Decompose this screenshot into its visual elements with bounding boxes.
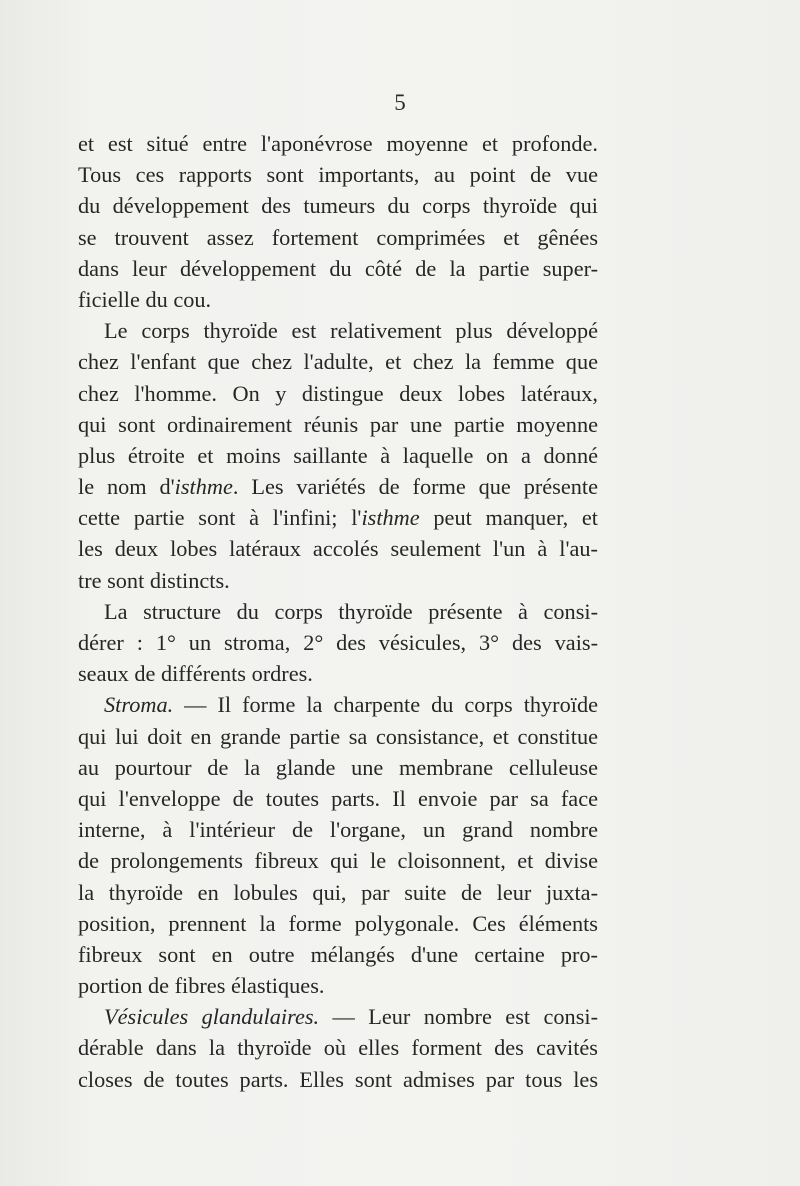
text-fragment: cette partie sont à l'infini; l' <box>78 505 362 531</box>
text-line: dérer : 1° un stroma, 2° des vésicules, 3° des vais- <box>78 630 598 655</box>
section-heading: Stroma. <box>104 692 174 718</box>
text-line-with-heading <box>78 689 598 720</box>
text-line-with-italic <box>78 471 598 502</box>
text-line: la thyroïde en lobules qui, par suite de leur juxta- <box>78 879 598 905</box>
text-fragment: le nom d' <box>78 474 175 500</box>
text-line: interne, à l'intérieur de l'organe, un grand nombre <box>78 817 598 843</box>
page-number: 5 <box>394 90 406 115</box>
text-line: qui l'enveloppe de toutes parts. Il envoie par sa face <box>78 785 598 811</box>
text-line: closes de toutes parts. Elles sont admises par tous les <box>78 1066 598 1092</box>
text-fragment: — Il forme la charpente du corps thyroïde <box>173 692 598 718</box>
text-line: se trouvent assez fortement comprimées et gênées <box>78 224 598 250</box>
body-text <box>78 128 598 1095</box>
text-line: plus étroite et moins saillante à laquelle on a donné <box>78 442 598 468</box>
text-fragment: peut manquer, et <box>419 505 599 531</box>
text-line: qui sont ordinairement réunis par une partie moyenne <box>78 411 598 437</box>
text-line: La structure du corps thyroïde présente à consi- <box>104 598 598 624</box>
text-line: ficielle du cou. <box>78 286 212 312</box>
text-line: chez l'homme. On y distingue deux lobes latéraux, <box>78 380 598 406</box>
paragraph-vesicules <box>78 1001 598 1095</box>
text-line: du développement des tumeurs du corps thyroïde qui <box>78 193 598 219</box>
text-line: dérable dans la thyroïde où elles forment des cavités <box>78 1035 598 1061</box>
text-line: au pourtour de la glande une membrane celluleuse <box>78 754 598 780</box>
text-line-with-heading <box>78 1001 598 1032</box>
text-line: qui lui doit en grande partie sa consistance, et constitue <box>78 723 598 749</box>
text-line: Tous ces rapports sont importants, au point de vue <box>78 162 598 188</box>
paragraph-3 <box>78 596 598 690</box>
italic-term: isthme <box>361 505 420 531</box>
text-line: position, prennent la forme polygonale. Ces éléments <box>78 910 598 936</box>
section-heading: Vésicules glandulaires. <box>104 1004 320 1030</box>
italic-term: isthme <box>174 474 233 500</box>
text-fragment: . Les variétés de forme que présente <box>232 474 598 500</box>
text-line: et est situé entre l'aponévrose moyenne et profonde. <box>78 131 598 156</box>
text-line: fibreux sont en outre mélangés d'une certaine pro- <box>78 941 598 967</box>
text-line: les deux lobes latéraux accolés seulement l'un à l'au- <box>78 536 598 562</box>
text-line: Le corps thyroïde est relativement plus développé <box>104 318 598 344</box>
text-line: tre sont distincts. <box>78 567 230 593</box>
paragraph-2 <box>78 315 598 596</box>
text-fragment: — Leur nombre est consi- <box>319 1004 598 1030</box>
text-line-with-italic <box>78 502 598 533</box>
paragraph-stroma <box>78 689 598 1001</box>
text-line: chez l'enfant que chez l'adulte, et chez la femme que <box>78 349 598 375</box>
paragraph-1 <box>78 128 598 315</box>
text-line: dans leur développement du côté de la partie super- <box>78 255 598 281</box>
text-line: seaux de différents ordres. <box>78 661 313 687</box>
text-line: portion de fibres élastiques. <box>78 973 325 999</box>
text-line: de prolongements fibreux qui le cloisonnent, et divise <box>78 848 598 874</box>
